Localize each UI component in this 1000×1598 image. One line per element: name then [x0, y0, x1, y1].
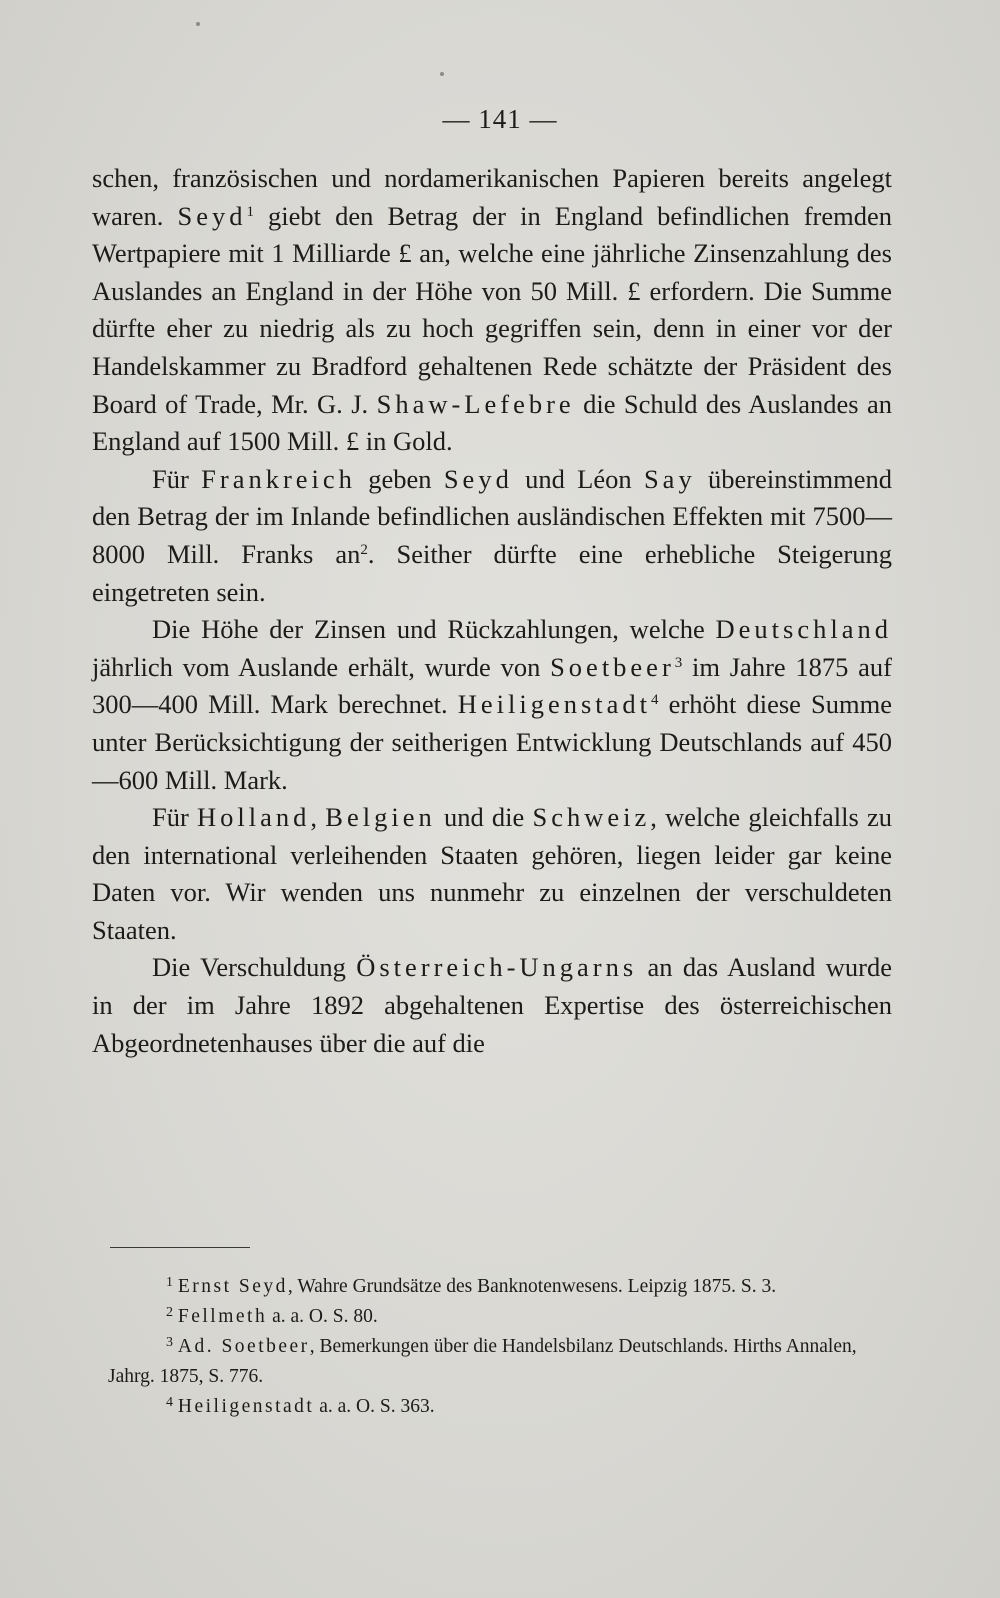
text-run: im Jahre 1875 auf 300—400 Mill. Mark berechnet. — [92, 651, 892, 720]
text-run: an das Ausland wurde in der im Jahre 1892 abgehaltenen Expertise des österreichischen Abgeordnetenhauses über die auf die — [92, 952, 892, 1058]
footnote-author: Heiligenstadt — [177, 1396, 315, 1417]
name-belgien: Belgien — [325, 802, 436, 833]
name-schweiz: Schweiz — [532, 802, 651, 833]
text-run: Die Höhe der Zinsen und Rückzahlungen, welche — [152, 614, 716, 645]
text-run: erhöht diese Summe unter Berücksichtigung der seitherigen Entwicklung Deutschlands auf 450—600 Mill. Mark. — [92, 689, 892, 795]
name-deutschland: Deutschland — [715, 614, 892, 645]
paragraph-4 — [92, 799, 892, 949]
text-run: die Schuld des Auslandes an England auf 1500 Mill. £ in Gold. — [92, 388, 892, 457]
ink-speck — [196, 22, 200, 26]
paragraph-2 — [92, 461, 892, 611]
footnote-author: Fellmeth — [177, 1306, 268, 1327]
name-say: Say — [643, 463, 696, 494]
footnote-mark: 4 — [166, 1395, 173, 1410]
text-run: geben — [355, 463, 444, 494]
text-run: und die — [435, 802, 533, 833]
text-run: schen, französischen und nordamerikanischen Papieren bereits angelegt waren. — [92, 163, 892, 231]
page-number: — 141 — — [442, 104, 558, 134]
paragraph-5 — [92, 949, 892, 1062]
text-run: übereinstimmend den Betrag der im Inlande befindlichen ausländischen Effekten mit 7500—8000 Mill. Franks an — [92, 463, 892, 569]
footnotes — [108, 1272, 898, 1422]
name-holland: Holland — [197, 802, 311, 833]
footnote-divider — [110, 1247, 250, 1248]
name-shaw-lefebre: Shaw-Lefebre — [376, 388, 575, 419]
name-oesterreich-ungarn: Österreich-Ungarns — [356, 952, 638, 983]
text-run: giebt den Betrag der in England befindlichen fremden Wertpapiere mit 1 Milliarde £ an, welche eine jährliche Zinsenzahlung des Auslandes an England in der Höhe von 50 Mill. £ erfordern. Die Summe dürfte eher zu niedrig als zu hoch gegriffen sein, denn in einer vor der Handelskammer zu Bradford gehaltenen Rede schätzte der Präsident des Board of Trade, Mr. G. J. — [92, 200, 892, 419]
footnote-text: a. a. O. S. 80. — [267, 1306, 378, 1327]
footnote-3 — [108, 1332, 898, 1392]
footnote-text: a. a. O. S. 363. — [314, 1396, 435, 1417]
body-text — [92, 160, 892, 1062]
name-soetbeer: Soetbeer — [550, 651, 675, 682]
footnote-author: Ernst Seyd — [177, 1276, 288, 1297]
text-run: und Léon — [512, 463, 644, 494]
footnote-ref-4: 4 — [651, 692, 659, 709]
text-run: , — [310, 802, 326, 833]
footnote-mark: 2 — [166, 1305, 173, 1320]
text-run: Die Verschuldung — [152, 952, 357, 983]
footnote-4 — [108, 1392, 898, 1422]
text-run: , welche gleichfalls zu den international verleihenden Staaten gehören, liegen leider gar keine Daten vor. Wir wenden uns nunmehr zu einzelnen der verschuldeten Staaten. — [92, 802, 893, 945]
paragraph-3 — [92, 611, 892, 799]
footnote-1 — [108, 1272, 898, 1302]
text-run: Für — [152, 463, 202, 494]
footnote-text: , Bemerkungen über die Handelsbilanz Deutschlands. Hirths Annalen, Jahrg. 1875, S. 776. — [108, 1336, 857, 1387]
footnote-ref-3: 3 — [674, 654, 683, 671]
name-seyd: Seyd — [443, 463, 513, 494]
footnote-2 — [108, 1302, 898, 1332]
name-frankreich: Frankreich — [201, 463, 356, 494]
text-run: . Seither dürfte eine erhebliche Steigerung eingetreten sein. — [92, 538, 892, 607]
footnote-author: Ad. Soetbeer — [177, 1336, 310, 1357]
paragraph-1 — [92, 160, 892, 461]
footnote-text: , Wahre Grundsätze des Banknotenwesens. Leipzig 1875. S. 3. — [287, 1276, 777, 1297]
name-heiligenstadt: Heiligenstadt — [457, 689, 652, 720]
footnote-mark: 3 — [166, 1335, 173, 1350]
footnote-ref-1: 1 — [246, 203, 254, 220]
name-seyd: Seyd — [177, 200, 247, 231]
footnote-ref-2: 2 — [360, 541, 368, 558]
text-run: jährlich vom Auslande erhält, wurde von — [92, 651, 551, 682]
footnote-mark: 1 — [166, 1275, 173, 1290]
text-run: Für — [152, 802, 198, 833]
ink-speck — [440, 72, 444, 76]
